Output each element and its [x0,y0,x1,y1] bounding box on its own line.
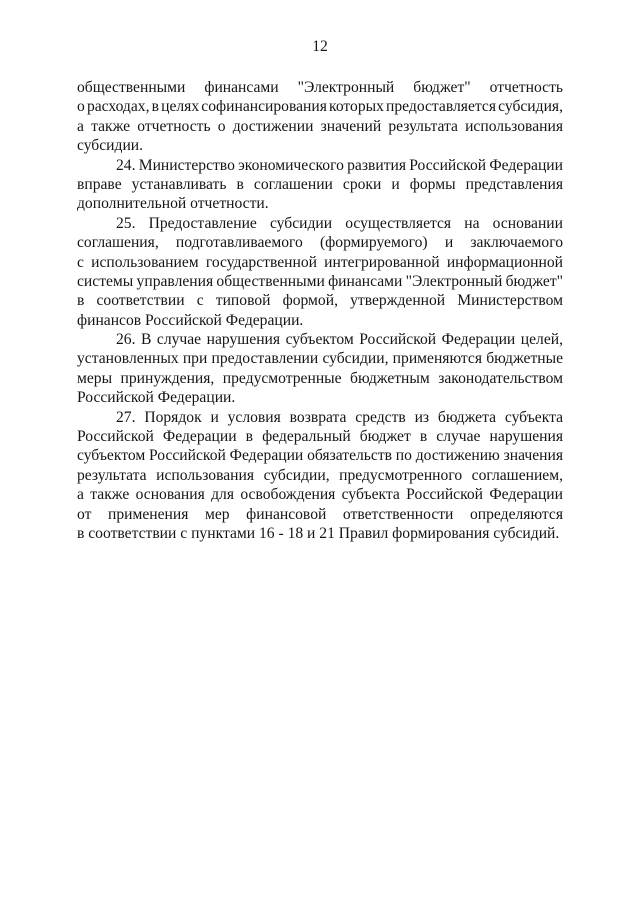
text-line [77,78,563,97]
text-line [77,291,563,310]
text-line [77,388,563,407]
text-line-content: субсидии. [77,137,144,155]
text-line [77,156,563,175]
text-line-content: с использованием государственной интегрированной информационной [77,253,563,271]
text-line [77,446,563,465]
text-line [77,408,563,427]
text-line [77,214,563,233]
text-line-content: меры принуждения, предусмотренные бюджетным законодательством [77,369,563,387]
text-line [77,97,563,116]
text-line-content: системы управления общественными финансами "Электронный бюджет" [77,272,563,290]
text-line-content: установленных при предоставлении субсидии, применяются бюджетные [77,350,563,368]
text-line-content: соглашения, подготавливаемого (формируемого) и заключаемого [77,234,563,252]
text-line-content: общественными финансами "Электронный бюджет" отчетность [77,79,563,96]
text-line-content: Российской Федерации. [77,389,236,407]
text-line [77,136,563,155]
text-line-content: дополнительной отчетности. [77,195,269,213]
text-line-content: от применения мер финансовой ответственности определяются [77,505,563,523]
text-line-content: субъектом Российской Федерации обязательств по достижению значения [77,447,563,465]
text-line [77,427,563,446]
text-line [77,194,563,213]
text-line [77,466,563,485]
text-line [77,330,563,349]
document-body [77,78,563,543]
text-line-content: в соответствии с пунктами 16 - 18 и 21 Правил формирования субсидий. [77,524,560,542]
text-line-content: 24. Министерство экономического развития Российской Федерации [116,156,563,174]
text-line [77,175,563,194]
text-line [77,311,563,330]
paragraph-continuation [77,78,563,156]
text-line [77,505,563,524]
text-line [77,349,563,368]
text-line [77,272,563,291]
text-line-content: а также отчетность о достижении значений результата использования [77,117,563,135]
text-line-content: 27. Порядок и условия возврата средств из бюджета субъекта [116,408,563,426]
text-line-content: 25. Предоставление субсидии осуществляется на основании [116,214,563,232]
text-line [77,524,563,543]
paragraph-26 [77,330,563,408]
paragraph-24 [77,156,563,214]
text-line [77,117,563,136]
text-line-content: Российской Федерации в федеральный бюджет в случае нарушения [77,428,563,446]
page-number: 12 [312,38,328,55]
text-line-content: в соответствии с типовой формой, утвержденной Министерством [77,292,563,310]
text-line-content: о расходах, в целях софинансирования которых предоставляется субсидия, [77,98,563,116]
paragraph-25 [77,214,563,330]
text-line [77,253,563,272]
text-line [77,233,563,252]
text-line-content: финансов Российской Федерации. [77,311,304,329]
text-line-content: 26. В случае нарушения субъектом Российской Федерации целей, [116,331,563,349]
text-line-content: а также основания для освобождения субъекта Российской Федерации [77,486,563,504]
text-line-content: вправе устанавливать в соглашении сроки и формы представления [77,175,563,193]
paragraph-27 [77,408,563,544]
text-line [77,369,563,388]
text-line [77,485,563,504]
text-line-content: результата использования субсидии, предусмотренного соглашением, [77,466,563,484]
